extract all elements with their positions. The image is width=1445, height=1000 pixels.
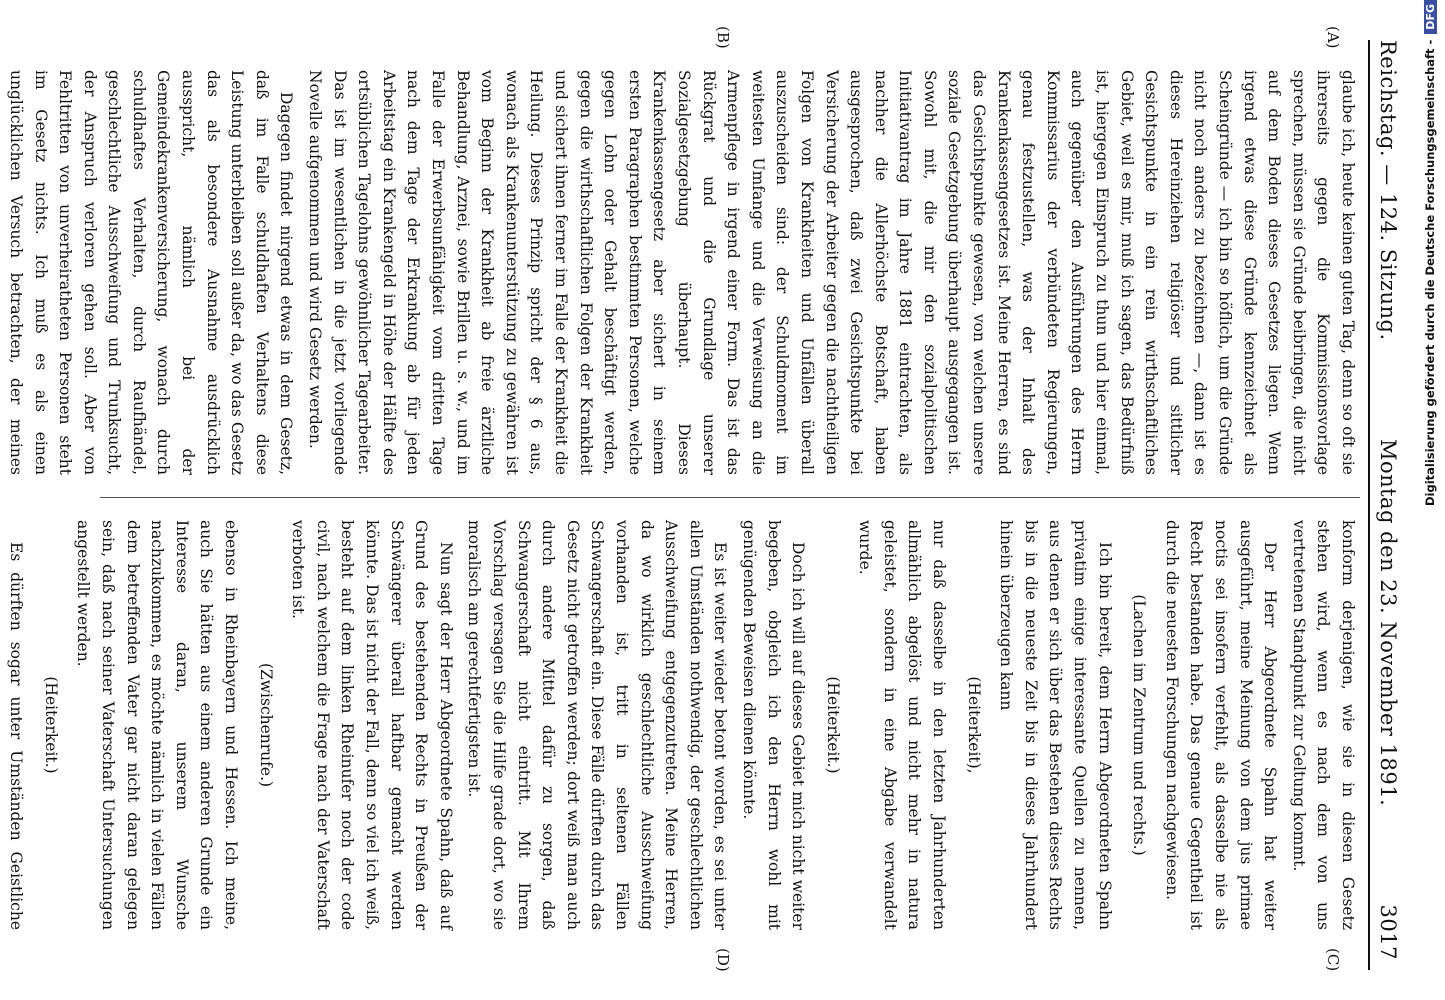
paragraph: Ich bin bereit, dem Herrn Abgeordneten Spahn privatim einige interessante Quellen zu nennen, aus denen er sich über das Bestehen dieses Rechts bis in die neueste Zeit bis in dieses Jahrhundert hinein überzeugen kann bbox=[997, 520, 1114, 930]
paragraph: ebenso in Rheinbayern und Hessen. Ich meine, auch Sie hätten aus einem anderen Grunde ein Interesse daran, unserem Wunsche nachzukommen, es möchte nämlich in vielen Fällen dem betreffenden Vater gar nicht daran gelegen sein, daß nach seiner Vaterschaft Untersuchungen angestellt werden. bbox=[74, 520, 241, 930]
dfg-logo: DFG bbox=[1424, 0, 1437, 34]
digitization-credit bbox=[1405, 0, 1437, 1000]
interjection: (Heiterkeit.) bbox=[823, 676, 842, 774]
interjection: (Lachen im Zentrum und rechts.) bbox=[1130, 594, 1149, 856]
interjection: (Heiterkeit), bbox=[964, 676, 983, 774]
paragraph: Es ist weiter wieder betont worden, es sei unter allen Umständen nothwendig, der geschlechtlichen Ausschweifung entgegenzutreten. Meine Herren, da wo wirklich geschlechtliche Ausschweifung vorhanden ist, tritt in seltenen Fällen Schwangerschaft ein. Diese Fälle dürften durch das Gesetz nicht getroffen werden; dort weiß man auch durch andere Mittel dafür zu sorgen, daß Schwangerschaft nicht eintritt. Mit Ihrem Vorschlag versagen Sie die Hilfe grade dort, wo sie moralisch am gerechtfertigsten ist. bbox=[465, 520, 730, 930]
margin-letter-b: (B) bbox=[714, 26, 732, 49]
credit-text: Digitalisierung gefördert durch die Deutsche Forschungsgemeinschaft - bbox=[1423, 39, 1437, 507]
page-number: 3017 bbox=[1376, 904, 1400, 960]
paragraph: glaube ich, heute keinen guten Tag, denn so oft sie ihrerseits gegen die Kommissionsvorlage sprechen, müssen sie Gründe beibringen, die nicht auf dem Boden dieses Gesetzes liegen. Wenn irgend etwas diese Gründe kennzeichnet als Scheingründe — ich bin so höflich, um die Gründe nicht noch anders zu bezeichnen —, dann ist es dieses Hereinziehen religiöser und sittlicher Gesichtspunkte in ein rein wirthschaftliches Gebiet, weil es mir, muß ich sagen, das Bedürfniß ist, hiergegen Einspruch zu thun und hier einmal, auch gegenüber den Ausführungen des Herrn Kommissarius der verbündeten Regierungen, genau festzustellen, was der Inhalt des Krankenkassengesetzes ist. Meine Herren, es sind das Gesichtspunkte gewesen, von welchen unsere soziale Gesetzgebung überhaupt ausgegangen ist. Sowohl mit, die mir den sozialpolitischen Initiativantrag im Jahre 1881 eintrachten, als nachher die Allerhöchste Botschaft, haben ausgesprochen, daß zwei Gesichtspunkte bei Versicherung der Arbeiter gegen die nachtheiligen Folgen von Krankheiten und Unfällen überall auszuscheiden sind: der Schuldmoment im weitesten Umfange und die Verweisung an die Armenpflege in irgend einer Form. Das ist das Rückgrat und die Grundlage unserer Sozialgesetzgebung überhaupt. Dieses Krankenkassengesetz aber sichert in seinem ersten Paragraphen bestimmten Personen, welche gegen Lohn oder Gehalt beschäftigt werden, gegen die wirthschaftlichen Folgen der Krankheit und sichert ihnen ferner im Falle der Krankheit die Heilung. Dieses Prinzip spricht der § 6 aus, wonach als Krankenunterstützung zu gewähren ist vom Beginn der Krankheit ab freie ärztliche Behandlung, Arznei, sowie Brillen u. s. w., und im Falle der Erwerbsunfähigkeit vom dritten Tage nach dem Tage der Erkrankung ab für jeden Arbeitstag ein Krankengeld in Höhe der Hälfte des ortsüblichen Tagelohns gewöhnlicher Tagearbeiter. Das ist im wesentlichen in die jetzt vorliegende Novelle aufgenommen und wird Gesetz werden. bbox=[306, 70, 1357, 475]
paragraph: konform derjenigen, wie sie in diesen Gesetz stehen wird, wenn es nach dem von uns vertretenen Standpunkt zur Geltung kommt. bbox=[1289, 520, 1357, 930]
paragraph: Der Herr Abgeordnete Spahn hat weiter ausgeführt, meine Meinung von dem jus primae noctis sei insofern verfehlt, als dasselbe nie als Recht bestanden habe. Das genaue Gegentheil ist durch die neuesten Forschungen nachgewiesen. bbox=[1162, 520, 1280, 930]
header-rule bbox=[1368, 40, 1370, 970]
right-column bbox=[7, 520, 1360, 930]
header-left: Reichstag. — 124. Sitzung. bbox=[1376, 40, 1400, 341]
interjection: (Heiterkeit.) bbox=[41, 676, 60, 774]
header-center: Montag den 23. November 1891. bbox=[1376, 438, 1400, 807]
column-divider bbox=[100, 497, 1360, 498]
margin-letter-a: (A) bbox=[1324, 26, 1342, 49]
paragraph: nur daß dasselbe in den letzten Jahrhunderten allmählich abgelöst und nicht mehr in natura geleistet, sondern in eine Abgabe verwandelt wurde. bbox=[856, 520, 949, 930]
credit-text-line bbox=[1423, 0, 1445, 990]
left-column bbox=[6, 70, 1360, 475]
paragraph: Es dürften sogar unter Umständen Geistliche bbox=[7, 542, 26, 930]
paragraph: Dagegen findet nirgend etwas in dem Gesetz, daß im Falle schuldhaften Verhaltens diese Leistung unterbleiben soll außer da, wo das Gesetz das als besondere Ausnahme ausdrücklich ausspricht, nämlich bei der Gemeindekrankenversicherung, wonach durch schuldhaftes Verhalten, durch Raufhändel, geschlechtliche Ausschweifung und Trunksucht, der Anspruch verloren gehen soll. Aber von Fehltritten von unverheiratheten Personen steht im Gesetz nichts. Ich muß es als einen unglücklichen Versuch betrachten, der meines bbox=[6, 70, 296, 475]
paragraph: Nun sagt der Herr Abgeordnete Spahn, daß auf Grund des bestehenden Rechts in Preußen der Schwängerer überall haftbar gemacht werden könnte. Das ist nicht der Fall, denn so viel ich weiß, besteht auf dem linken Rheinufer noch der code civil, nach welchem die Frage nach der Vaterschaft verboten ist. bbox=[289, 520, 455, 930]
interjection: (Zwischenrufe.) bbox=[256, 662, 275, 788]
margin-letter-c: (C) bbox=[1324, 948, 1342, 972]
margin-letter-d: (D) bbox=[714, 948, 732, 972]
paragraph: Doch ich will auf dieses Gebiet mich nicht weiter begeben, obgleich ich den Herrn wohl mit genügenden Beweisen dienen könnte. bbox=[739, 520, 808, 930]
